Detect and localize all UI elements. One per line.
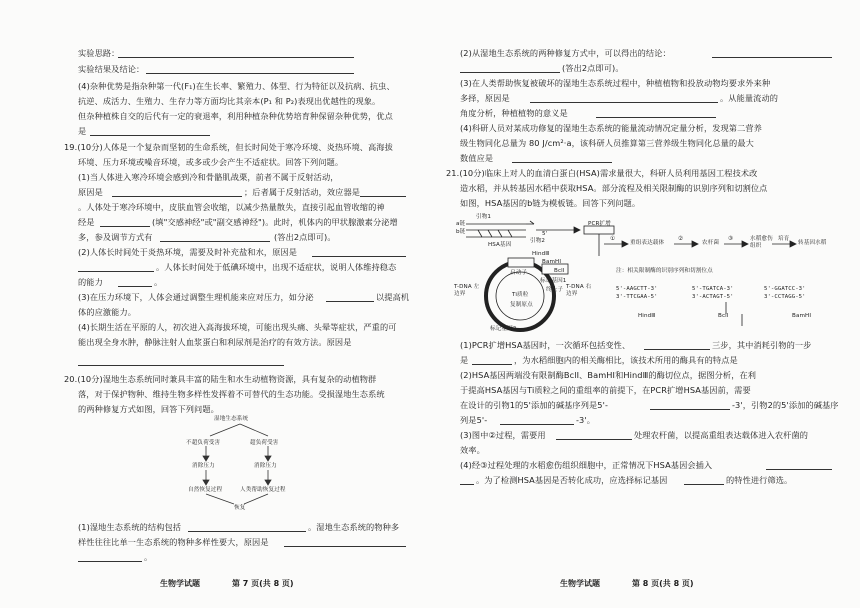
answer-blank[interactable] — [556, 439, 632, 440]
text-line: 是 — [460, 355, 469, 365]
fig-origin: 复制原点 — [510, 302, 533, 308]
restoration-diagram — [140, 412, 340, 512]
text-line: 的能力 — [78, 277, 103, 287]
text-line: -3'，引物2的5'添加的碱基序 — [732, 400, 839, 410]
fig-primer2: 引物2 — [530, 238, 546, 244]
diagram-node-natural: 自然恢复过程 — [188, 487, 223, 493]
fig-step2-text: 农杆菌 — [702, 240, 720, 246]
text-line: 三步，其中消耗引物的一步 — [712, 340, 812, 350]
fig-bcl: BclⅠ — [554, 268, 565, 274]
fig-seq2-label: BclⅠ — [718, 313, 729, 319]
answer-blank[interactable] — [284, 546, 406, 547]
answer-blank[interactable] — [78, 271, 154, 272]
question-21: 21.(10分)临床上对人的血清白蛋白(HSA)需求量很大，科研人员利用基因工程技术改 — [446, 168, 758, 178]
answer-blank[interactable] — [118, 286, 152, 287]
text-line: (填"交感神经"或"副交感神经")。此时，机体内的甲状腺激素分泌增 — [152, 217, 398, 227]
answer-blank[interactable] — [160, 241, 270, 242]
text-line: (答出2点即可)。 — [562, 63, 624, 73]
text-line: 抗逆、成活力、生殖力、生存力等方面均比其亲本(P₁ 和 P₂)表现出优越性的现象。 — [78, 96, 381, 106]
answer-blank[interactable] — [472, 364, 512, 365]
text-line: 的特性进行筛选。 — [726, 475, 793, 485]
text-line: -3'。 — [576, 415, 596, 425]
text-line: (2)人体长时间处于炎热环境，需要及时补充盐和水，原因是 — [78, 247, 298, 257]
text-line: 角度分析，种植植物的意义是 — [460, 108, 568, 118]
text-line: 是 — [78, 126, 87, 136]
fig-ti: Ti质粒 — [512, 292, 529, 298]
answer-blank[interactable] — [118, 57, 354, 58]
fig-pcr: PCR扩增 — [588, 221, 611, 227]
text-line: 。为了检测HSA基因是否转化成功，应选择标记基因 — [476, 475, 668, 485]
fig-seq3-top: 5'-GGATCC-3' — [764, 286, 806, 292]
answer-blank[interactable] — [326, 301, 374, 302]
text-line: 多择，原因是 — [460, 93, 510, 103]
text-line: 体的应激能力。 — [78, 307, 137, 317]
text-line: 在设计的引物1的5'添加的碱基序列是5'- — [460, 400, 608, 410]
answer-blank[interactable] — [650, 409, 730, 410]
diagram-node-human: 人类帮助恢复过程 — [240, 487, 286, 493]
answer-blank[interactable] — [644, 349, 710, 350]
text-line: 但杂种植株自交的后代有一定的衰退率，利用种植杂种优势培育种保留杂种优势，优点 — [78, 111, 393, 121]
fig-b-chain: b链 — [456, 229, 466, 235]
text-line: 实验结果及结论： — [78, 64, 145, 74]
answer-blank[interactable] — [596, 117, 716, 118]
text-line: 能出现全身水肿，静脉注射人血浆蛋白和利尿剂是治疗的有效方法。原因是 — [78, 337, 352, 347]
text-line: (3)在压力环境下，人体会通过调整生理机能来应对压力，如分泌 — [78, 292, 314, 302]
fig-seq2-bot: 3'-ACTAGT-5' — [692, 294, 734, 300]
fig-seq1-label: HindⅢ — [638, 313, 656, 319]
fig-seq1-top: 5'-AAGCTT-3' — [616, 286, 658, 292]
text-line: (3)图中②过程，需要用 — [460, 430, 546, 440]
answer-blank[interactable] — [360, 196, 406, 197]
text-line: 数值应是 — [460, 153, 494, 163]
text-line: (4)经③过程处理的水稻愈伤组织细胞中，正常情况下HSA基因会插入 — [460, 460, 713, 470]
answer-blank[interactable] — [112, 196, 242, 197]
text-line: 原因是 — [78, 187, 103, 197]
text-line: 环境、压力环境或噪音环境，或多或少会产生不适症状。回答下列问题。 — [78, 157, 344, 167]
fig-promoter: 启动子 — [510, 270, 528, 276]
text-line: 的两种修复方式如图，回答下列问题。 — [78, 404, 219, 414]
diagram-node-right: 超负荷受害 — [250, 440, 279, 446]
footer-subject: 生物学试题 — [560, 579, 600, 588]
answer-blank[interactable] — [78, 365, 284, 366]
question-19: 19.(10分)人体是一个复杂而坚韧的生命系统，但长时间处于寒冷环境、炎热环境、高海拔 — [64, 142, 393, 152]
fig-step3-text: 水稻愈伤组织 — [750, 236, 773, 249]
diagram-node-top: 湿地生态系统 — [214, 416, 249, 422]
text-line: 。从能量流动的 — [720, 93, 779, 103]
answer-blank[interactable] — [188, 531, 306, 532]
diagram-node-right-pressure: 消除压力 — [254, 463, 277, 469]
text-line: 落，对于保护物种、维持生物多样性发挥着不可替代的生态功能。受损湿地生态系统 — [78, 389, 385, 399]
answer-blank[interactable] — [766, 469, 832, 470]
fig-culture: 培育 — [778, 236, 790, 242]
fig-five-prime: 5' — [542, 231, 548, 237]
text-line: 列是5'- — [460, 415, 488, 425]
fig-seq2-top: 5'-TGATCA-3' — [692, 286, 734, 292]
fig-marker2: 标记基因2 — [490, 326, 517, 332]
diagram-node-left: 不超负荷受害 — [186, 440, 221, 446]
answer-blank[interactable] — [90, 135, 210, 136]
text-line: 造水稻，并从转基因水稻中获取HSA。部分流程及相关限制酶的识别序列和切割位点 — [460, 183, 768, 193]
text-line: 多，参及调节方式有 — [78, 232, 153, 242]
text-line: (4)杂种优势是指杂种第一代(F₁)在生长率、繁殖力、体型、行为特征以及抗病、抗虫、 — [78, 81, 395, 91]
text-line: 。 — [144, 552, 153, 562]
fig-tdna-left: T-DNA 左边界 — [454, 284, 480, 297]
fig-bamh: BamHⅠ — [542, 259, 562, 265]
answer-blank[interactable] — [460, 72, 560, 73]
text-line: 如图，HSA基因的b链为模板链。回答下列问题。 — [460, 198, 641, 208]
diagram-node-bottom: 恢复 — [234, 505, 246, 511]
answer-blank[interactable] — [78, 561, 142, 562]
fig-primer1: 引物1 — [476, 214, 492, 220]
fig-seq1-bot: 3'-TTCGAA-5' — [616, 294, 658, 300]
text-line: 于提高HSA基因与Ti质粒之间的重组率的前提下，在PCR扩增HSA基因前，需要 — [460, 385, 751, 395]
text-line: (1)当人体进入寒冷环境会感到冷和骨骼肌战栗，前者不属于反射活动， — [78, 172, 339, 182]
answer-blank[interactable] — [146, 73, 354, 74]
fig-final: 转基因水稻 — [798, 240, 827, 246]
answer-blank[interactable] — [460, 484, 474, 485]
fig-seq3-bot: 3'-CCTAGG-5' — [764, 294, 806, 300]
fig-marker1: 标记基因1 — [540, 278, 567, 284]
text-line: (3)在人类帮助恢复被破坏的湿地生态系统过程中，种植植物和投放动物均要求外来种 — [460, 78, 771, 88]
text-line: 实验思路： — [78, 48, 120, 58]
text-line: 效率。 — [460, 445, 485, 455]
fig-a-chain: a链 — [456, 221, 466, 227]
text-line: (答出2点即可)。 — [274, 232, 336, 242]
answer-blank[interactable] — [684, 484, 724, 485]
answer-blank[interactable] — [712, 57, 832, 58]
text-line: 经是 — [78, 217, 95, 227]
fig-terminator: 终止子 — [546, 287, 564, 293]
fig-hsa-gene: HSA基因 — [488, 242, 512, 248]
answer-blank[interactable] — [512, 162, 612, 163]
right-page — [430, 0, 860, 608]
fig-note: 注：相关限制酶的识别序列和切割位点 — [616, 268, 713, 274]
text-line: 。人体长时间处于低碘环境中，出现不适症状，说明人体维持稳态 — [156, 262, 397, 272]
fig-tdna-right: T-DNA 右边界 — [566, 284, 592, 297]
text-line: (1)PCR扩增HSA基因时，一次循环包括变性、 — [460, 340, 631, 350]
text-line: (2)HSA基因两端没有限制酶BclⅠ、BamHⅠ和HindⅢ的酶切位点，据图分析，在利 — [460, 370, 757, 380]
question-20: 20.(10分)湿地生态系统同时兼具丰富的陆生和水生动植物资源，具有复杂的动植物群 — [64, 374, 377, 384]
answer-blank[interactable] — [500, 424, 574, 425]
footer-page: 第 8 页(共 8 页) — [632, 579, 694, 588]
fig-step1-text: 重组表达载体 — [630, 240, 665, 246]
text-line: (4)科研人员对某成功修复的湿地生态系统的能量流动情况定量分析，发现第二营养 — [460, 123, 762, 133]
text-line: 以提高机 — [376, 292, 410, 302]
text-line: 样性往往比单一生态系统的物种多样性要大，原因是 — [78, 537, 269, 547]
text-line: 处理农杆菌，以提高重组表达载体进入农杆菌的 — [634, 430, 809, 440]
answer-blank[interactable] — [100, 226, 150, 227]
text-line: 。 — [154, 277, 163, 287]
diagram-node-left-pressure: 消除压力 — [192, 463, 215, 469]
text-line: ，为水稻细胞内的相关酶相比，该技术所用的酶具有的特点是 — [514, 355, 738, 365]
footer-subject: 生物学试题 — [160, 579, 200, 588]
answer-blank[interactable] — [312, 256, 406, 257]
text-line: 。人体处于寒冷环境中，皮肤血管会收缩，以减少热量散失，直接引起血管收缩的神 — [78, 202, 385, 212]
text-line: ；后者属于反射活动，效应器是 — [244, 187, 361, 197]
fig-hind: HindⅢ — [532, 251, 550, 257]
text-line: 级生物同化总量为 80 J/cm²·a，该科研人员推算第三营养级生物同化总量的最大 — [460, 138, 754, 148]
text-line: (2)从湿地生态系统的两种修复方式中，可以得出的结论： — [460, 48, 671, 58]
text-line: (4)长期生活在平原的人，初次进入高海拔环境，可能出现头痛、头晕等症状，严重的可 — [78, 322, 397, 332]
fig-step2: ② — [678, 236, 684, 242]
footer-page: 第 7 页(共 8 页) — [232, 579, 294, 588]
text-line: (1)湿地生态系统的结构包括 — [78, 522, 182, 532]
answer-blank[interactable] — [530, 102, 718, 103]
fig-step3: ③ — [728, 236, 734, 242]
fig-seq3-label: BamHⅠ — [792, 313, 812, 319]
text-line: 。湿地生态系统的物种多 — [308, 522, 400, 532]
fig-step1: ① — [610, 236, 616, 242]
